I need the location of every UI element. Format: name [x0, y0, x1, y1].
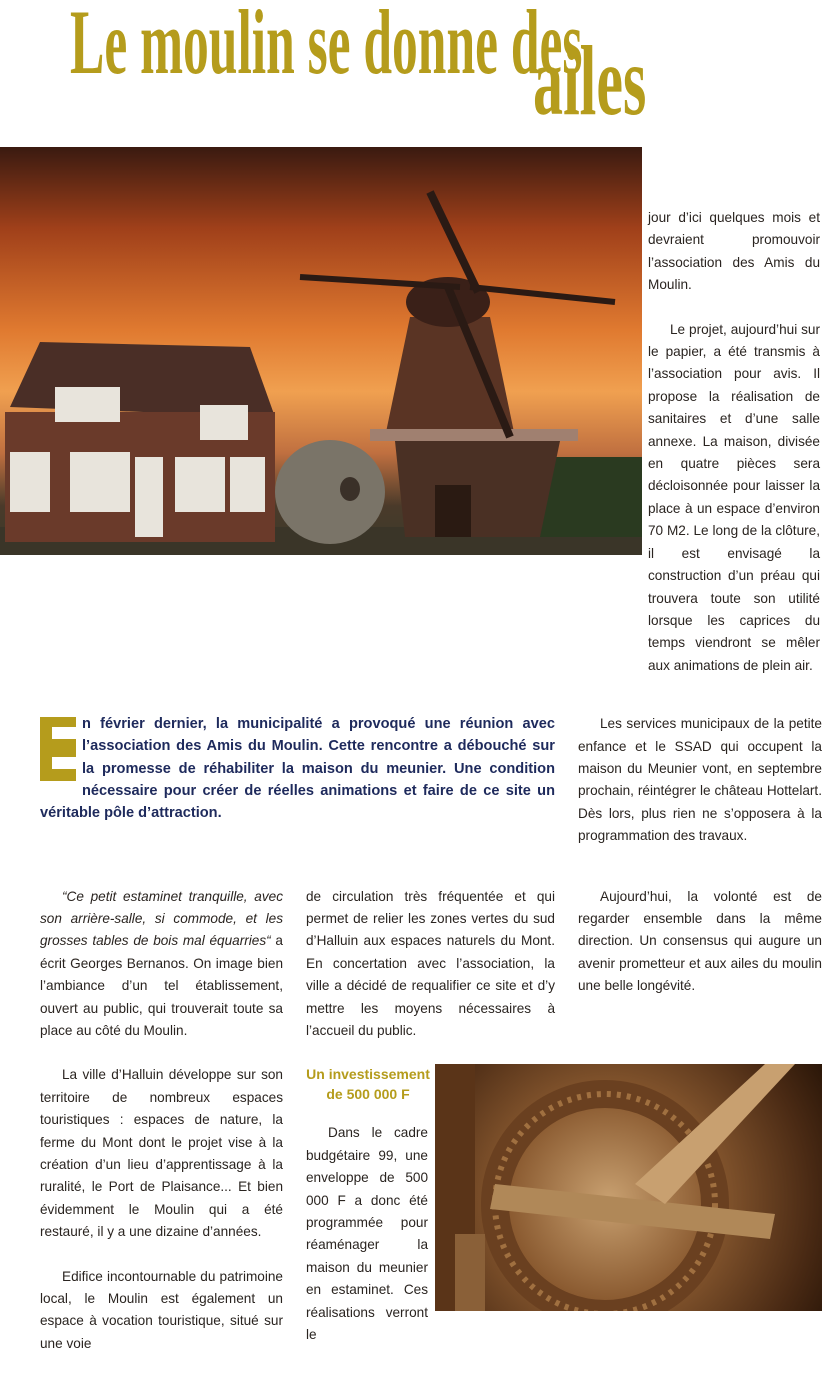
headline-area — [0, 0, 828, 147]
windmill-photo — [0, 147, 642, 555]
windmill-illustration — [0, 147, 642, 555]
upper-columns — [306, 886, 822, 1065]
subheading: Un investissement de 500 000 F — [306, 1066, 430, 1103]
photo-row — [0, 147, 828, 699]
quote-attribution: a écrit Georges Bernanos. On image bien l’ambiance d’un tel établissement, ouvert au public, qui trouverait toute sa place au côté du Moulin. — [40, 933, 283, 1038]
quote: “Ce petit estaminet tranquille, avec son arrière-salle, si commode, et les grosses tables de bois mal équarries“ — [40, 888, 283, 949]
column-right-top — [648, 147, 820, 699]
lead-row — [0, 713, 828, 869]
lead-paragraph — [40, 713, 555, 824]
column-middle — [306, 886, 555, 1065]
paragraph: jour d’ici quelques mois et devraient promouvoir l’association des Amis du Moulin. — [648, 210, 820, 293]
headline: Le moulin se donne des — [70, 0, 583, 93]
paragraph: Aujourd’hui, la volonté est de regarder ensemble dans la même direction. Un consensus qui augure un avenir prometteur et aux ailes du moulin une belle longévité. — [578, 888, 822, 994]
paragraph: Dans le cadre budgétaire 99, une enveloppe de 500 000 F a donc été programmée pour réaménager la maison du meunier en estaminet. Ces réalisations verront le — [306, 1125, 428, 1343]
lower-columns — [306, 1064, 822, 1368]
paragraph — [40, 886, 283, 1043]
column-right-bottom — [578, 713, 822, 869]
right-body-block — [306, 886, 822, 1369]
paragraph: de circulation très fréquentée et qui permet de relier les zones vertes du sud d’Halluin aux espaces naturels du Mont. En concertation avec l’association, la ville a décidé de requalifier ce site et d’y mettre les moyens nécessaires à l’accueil du public. — [306, 888, 555, 1038]
paragraph: Le projet, aujourd’hui sur le papier, a été transmis à l’association pour avis. Il propose la réalisation de sanitaires et d’une salle annexe. La maison, divisée en quatre pièces sera décloisonnée pour laisser la place à un espace d’environ 70 M2. Le long de la clôture, il est envisagé la construction d’un préau qui trouvera toute son utilité lorsque les caprices du temps viendront se mêler aux animations de plein air. — [648, 321, 820, 673]
column-middle-narrow-wrap — [306, 1064, 428, 1368]
paragraph: La ville d’Halluin développe sur son territoire de nombreux espaces touristiques : espaces de nature, la ferme du Mont dont le projet vise à la création d’un lieu d’apprentissage à la ruralité, le Port de Plaisance... Et bien évidemment le Moulin qui a été restauré, il y a une dizaine d’années. — [40, 1067, 283, 1240]
drop-cap — [40, 717, 76, 781]
paragraph: Edifice incontournable du patrimoine local, le Moulin est également un espace à vocation touristique, situé sur une voie — [40, 1268, 283, 1351]
headline-last-word: ailes — [533, 25, 647, 136]
column-middle-narrow — [306, 1122, 428, 1346]
column-left — [40, 886, 283, 1377]
paragraph: Les services municipaux de la petite enfance et le SSAD qui occupent la maison du Meunier vont, en septembre prochain, réintégrer le château Hottelart. Dès lors, plus rien ne s’opposera à la programmation des travaux. — [578, 716, 822, 844]
lead-text: n février dernier, la municipalité a provoqué une réunion avec l’association des Amis du Moulin. Cette rencontre a débouché sur la promesse de réhabiliter la maison du meunier. Une condition nécessaire pour créer de réelles animations et faire de ce site un véritable pôle d’attraction. — [40, 716, 555, 821]
column-right-closing — [578, 886, 822, 1020]
mill-interior-photo — [435, 1064, 822, 1311]
body-row — [0, 886, 828, 1377]
mill-gear-illustration — [435, 1064, 822, 1311]
